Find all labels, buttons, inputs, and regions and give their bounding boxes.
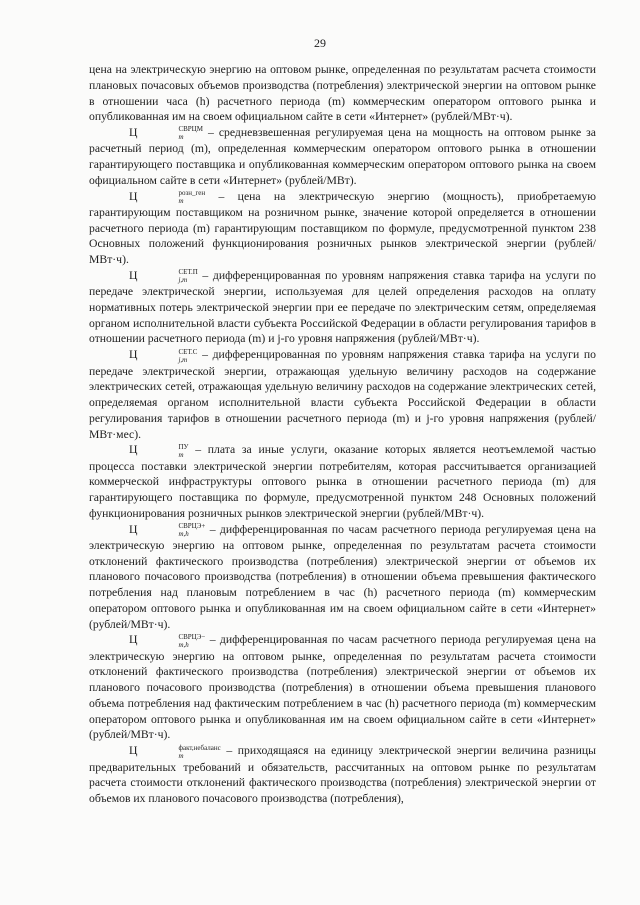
paragraph-text: – дифференцированная по часам расчетного периода регулируемая цена на электрическую энергию на оптовом рынке, определенная по результатам расчета стоимости отклонений фактического производства (потребления) электрической энергии от объемов их планового почасового производства (потребления) в отношении объема превышения фактического потребления над плановым потреблением в час (h) расчетного периода (m) коммерческим оператором оптового рынка и опубликованная им на своем официальном сайте в сети «Интернет» (рублей/МВт·ч). <box>89 522 596 631</box>
paragraph-text: – приходящаяся на единицу электрической энергии величина разницы предварительных требований и обязательств, рассчитанных на оптовом рынке по результатам расчета стоимости отклонений фактического производства (потребления) электрической энергии от объемов их планового почасового производства (потребления), <box>89 744 596 805</box>
paragraph-text: – цена на электрическую энергию (мощность), приобретаемую гарантирующим поставщиком на розничном рынке, значение которой определяется в отношении расчетного периода (m) гарантирующим поставщиком по формуле, предусмотренной пунктом 238 Основных положений функционирования розничных рынков электрической энергии (рублей/МВт·ч). <box>89 189 596 267</box>
paragraph-text: – средневзвешенная регулируемая цена на мощность на оптовом рынке за расчетный период (m), определенная коммерческим оператором оптового рынка в отношении гарантирующего поставщика и опубликованная коммерческим оператором оптового рынка на своем официальном сайте в сети «Интернет» (рублей/МВт). <box>89 126 596 187</box>
formula-symbol: Ц розн_ген m <box>129 188 206 205</box>
formula-symbol: Ц СВРЦЭ− m,h <box>129 632 206 649</box>
definition-svrcm <box>89 125 596 189</box>
formula-symbol: Ц СЕТ.П j,m <box>129 268 198 285</box>
paragraph-text: – дифференцированная по уровням напряжения ставка тарифа на услуги по передаче электрической энергии, отражающая удельную величину расходов на содержание электрических сетей, отражающая удельную величину расходов на содержание электрических сетей, определяемая органом исполнительной власти субъекта Российской Федерации в области регулирования тарифов в отношении расчетного периода (m) и j-го уровня напряжения (рублей/МВт·мес). <box>89 348 596 441</box>
formula-symbol: Ц факт,небаланс m <box>129 743 221 760</box>
definition-set-s <box>89 347 596 442</box>
paragraph-text: – плата за иные услуги, оказание которых является неотъемлемой частью процесса поставки электрической энергии потребителям, которая рассчитывается организацией коммерческой инфраструктуры оптового рынка в отношении расчетного периода (m) для гарантирующего поставщика по формуле, предусмотренной пунктом 248 Основных положений функционирования розничных рынков электрической энергии (рублей/МВт·ч). <box>89 443 596 520</box>
formula-symbol: Ц СВРЦЭ+ m,h <box>129 521 206 538</box>
formula-symbol: Ц СВРЦМ m <box>129 125 203 142</box>
paragraph-continuation <box>89 62 596 125</box>
definition-rozn-gen <box>89 189 596 268</box>
document-body <box>89 62 596 807</box>
paragraph-text: – дифференцированная по уровням напряжения ставка тарифа на услуги по передаче электрической энергии, используемая для целей определения расходов на оплату нормативных потерь электрической энергии при ее передаче по электрическим сетям, определяемая органом исполнительной власти субъекта Российской Федерации в области регулирования тарифов в отношении расчетного периода (m) и j-го уровня напряжения (рублей/МВт·ч). <box>89 268 596 346</box>
formula-symbol: Ц ПУ m <box>129 442 189 459</box>
definition-svrce-minus <box>89 632 596 743</box>
paragraph-text: – дифференцированная по часам расчетного периода регулируемая цена на электрическую энергию на оптовом рынке, определенная по результатам расчета стоимости отклонений фактического производства (потребления) электрической энергии от объемов их планового почасового производства (потребления) в отношении объема превышения планового объема потребления над фактическим потреблением в час (h) расчетного периода (m) коммерческим оператором оптового рынка и опубликованная им на своем официальном сайте в сети «Интернет» (рублей/МВт·ч). <box>89 633 596 742</box>
page-number: 29 <box>314 36 326 50</box>
definition-set-p <box>89 268 596 347</box>
paragraph-text: цена на электрическую энергию на оптовом рынке, определенная по результатам расчета стоимости плановых почасовых объемов производства (потребления) электрической энергии на оптовом рынке в отношении часа (h) расчетного периода (m) коммерческим оператором оптового рынка и опубликованная им на своем официальном сайте в сети «Интернет» (рублей/МВт·ч). <box>89 63 596 124</box>
definition-pu <box>89 442 596 521</box>
definition-fakt-nebalans <box>89 743 596 807</box>
formula-symbol: Ц СЕТ.С j,m <box>129 347 198 364</box>
definition-svrce-plus <box>89 522 596 633</box>
